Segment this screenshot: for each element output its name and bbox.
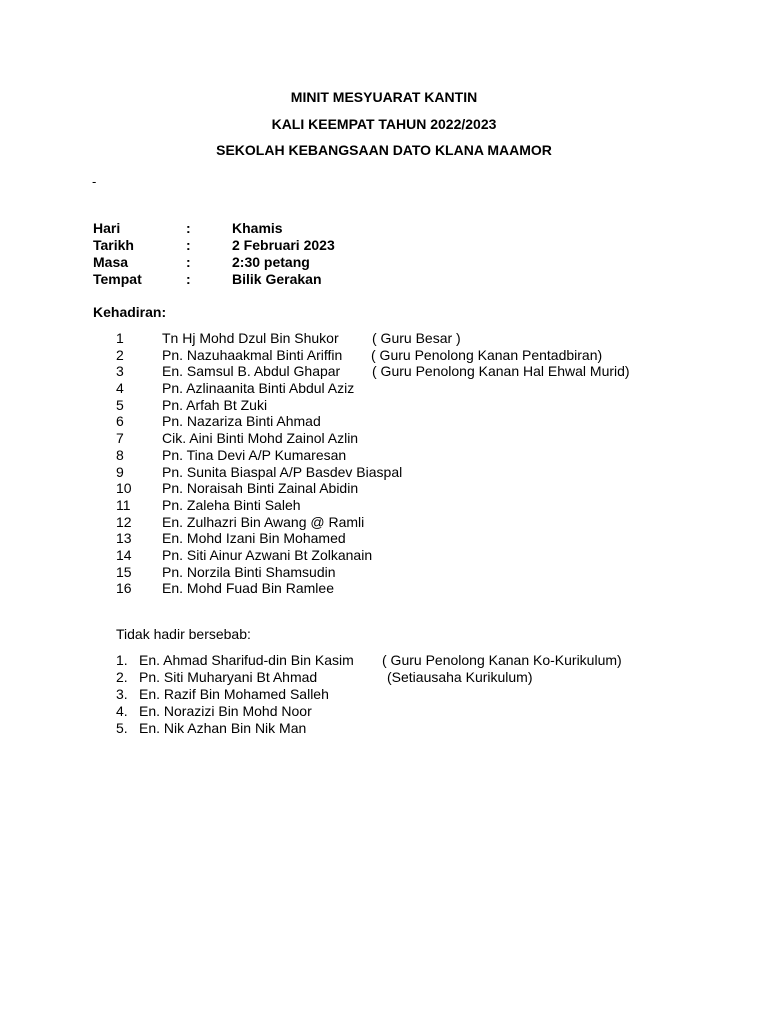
info-label: Hari: [93, 220, 121, 236]
item-role: ( Guru Penolong Kanan Hal Ehwal Murid): [372, 363, 630, 380]
document-subtitle: KALI KEEMPAT TAHUN 2022/2023: [271, 116, 497, 132]
item-name: Pn. Norzila Binti Shamsudin: [162, 563, 336, 580]
info-colon: :: [186, 220, 191, 236]
info-value: 2 Februari 2023: [232, 237, 335, 253]
item-name: Pn. Siti Muharyani Bt Ahmad: [139, 669, 318, 685]
item-role: ( Guru Besar ): [372, 330, 461, 346]
item-number: 4.: [116, 703, 128, 719]
item-number: 3: [116, 363, 124, 380]
item-name: Pn. Azlinaanita Binti Abdul Aziz: [162, 380, 355, 397]
item-name: Pn. Nazariza Binti Ahmad: [162, 413, 321, 430]
item-number: 7: [116, 430, 124, 447]
item-number: 3.: [116, 686, 128, 702]
stray-dash: -: [92, 174, 97, 189]
item-number: 16: [116, 580, 132, 597]
item-number: 1.: [116, 652, 128, 668]
item-number: 11: [116, 496, 131, 513]
item-name: En. Norazizi Bin Mohd Noor: [139, 703, 312, 719]
item-role: ( Guru Penolong Kanan Ko-Kurikulum): [382, 652, 622, 668]
item-number: 10: [116, 480, 132, 497]
item-name: En. Mohd Izani Bin Mohamed: [162, 530, 346, 547]
item-name: Pn. Tina Devi A/P Kumaresan: [162, 446, 347, 463]
attendance-heading: Kehadiran:: [93, 304, 167, 320]
info-colon: :: [186, 254, 191, 270]
item-name: Pn. Arfah Bt Zuki: [162, 396, 268, 413]
item-name: En. Samsul B. Abdul Ghapar: [162, 363, 341, 380]
document-title: MINIT MESYUARAT KANTIN: [290, 89, 478, 105]
item-name: Pn. Noraisah Binti Zainal Abidin: [162, 480, 359, 497]
item-number: 12: [116, 513, 132, 530]
item-name: En. Mohd Fuad Bin Ramlee: [162, 580, 334, 597]
info-value: 2:30 petang: [232, 254, 310, 270]
item-number: 13: [116, 530, 132, 547]
info-value: Bilik Gerakan: [232, 271, 322, 287]
item-role: ( Guru Penolong Kanan Pentadbiran): [371, 346, 603, 363]
item-number: 14: [116, 546, 132, 563]
item-name: En. Ahmad Sharifud-din Bin Kasim: [139, 652, 354, 668]
item-name: Pn. Nazuhaakmal Binti Ariffin: [162, 346, 343, 363]
item-name: En. Zulhazri Bin Awang @ Ramli: [162, 513, 365, 530]
info-label: Tarikh: [93, 237, 134, 253]
item-number: 5: [116, 396, 124, 413]
item-name: Pn. Zaleha Binti Saleh: [162, 496, 301, 513]
absent-heading: Tidak hadir bersebab:: [116, 626, 251, 642]
item-number: 2.: [116, 669, 128, 685]
info-colon: :: [186, 271, 191, 287]
school-name: SEKOLAH KEBANGSAAN DATO KLANA MAAMOR: [216, 142, 552, 158]
item-number: 2: [116, 346, 124, 363]
info-value: Khamis: [232, 220, 283, 236]
item-name: Pn. Sunita Biaspal A/P Basdev Biaspal: [162, 463, 403, 480]
item-number: 15: [116, 563, 132, 580]
item-name: En. Nik Azhan Bin Nik Man: [139, 720, 307, 736]
item-name: Cik. Aini Binti Mohd Zainol Azlin: [162, 430, 359, 447]
item-number: 5.: [116, 720, 128, 736]
item-number: 6: [116, 413, 124, 430]
item-name: Pn. Siti Ainur Azwani Bt Zolkanain: [162, 546, 373, 563]
item-role: (Setiausaha Kurikulum): [387, 669, 533, 685]
item-number: 4: [116, 380, 124, 397]
item-number: 1: [116, 330, 124, 346]
info-label: Masa: [93, 254, 129, 270]
item-name: En. Razif Bin Mohamed Salleh: [139, 686, 329, 702]
info-colon: :: [186, 237, 191, 253]
item-number: 9: [116, 463, 124, 480]
item-number: 8: [116, 446, 124, 463]
item-name: Tn Hj Mohd Dzul Bin Shukor: [162, 330, 339, 346]
info-label: Tempat: [93, 271, 142, 287]
